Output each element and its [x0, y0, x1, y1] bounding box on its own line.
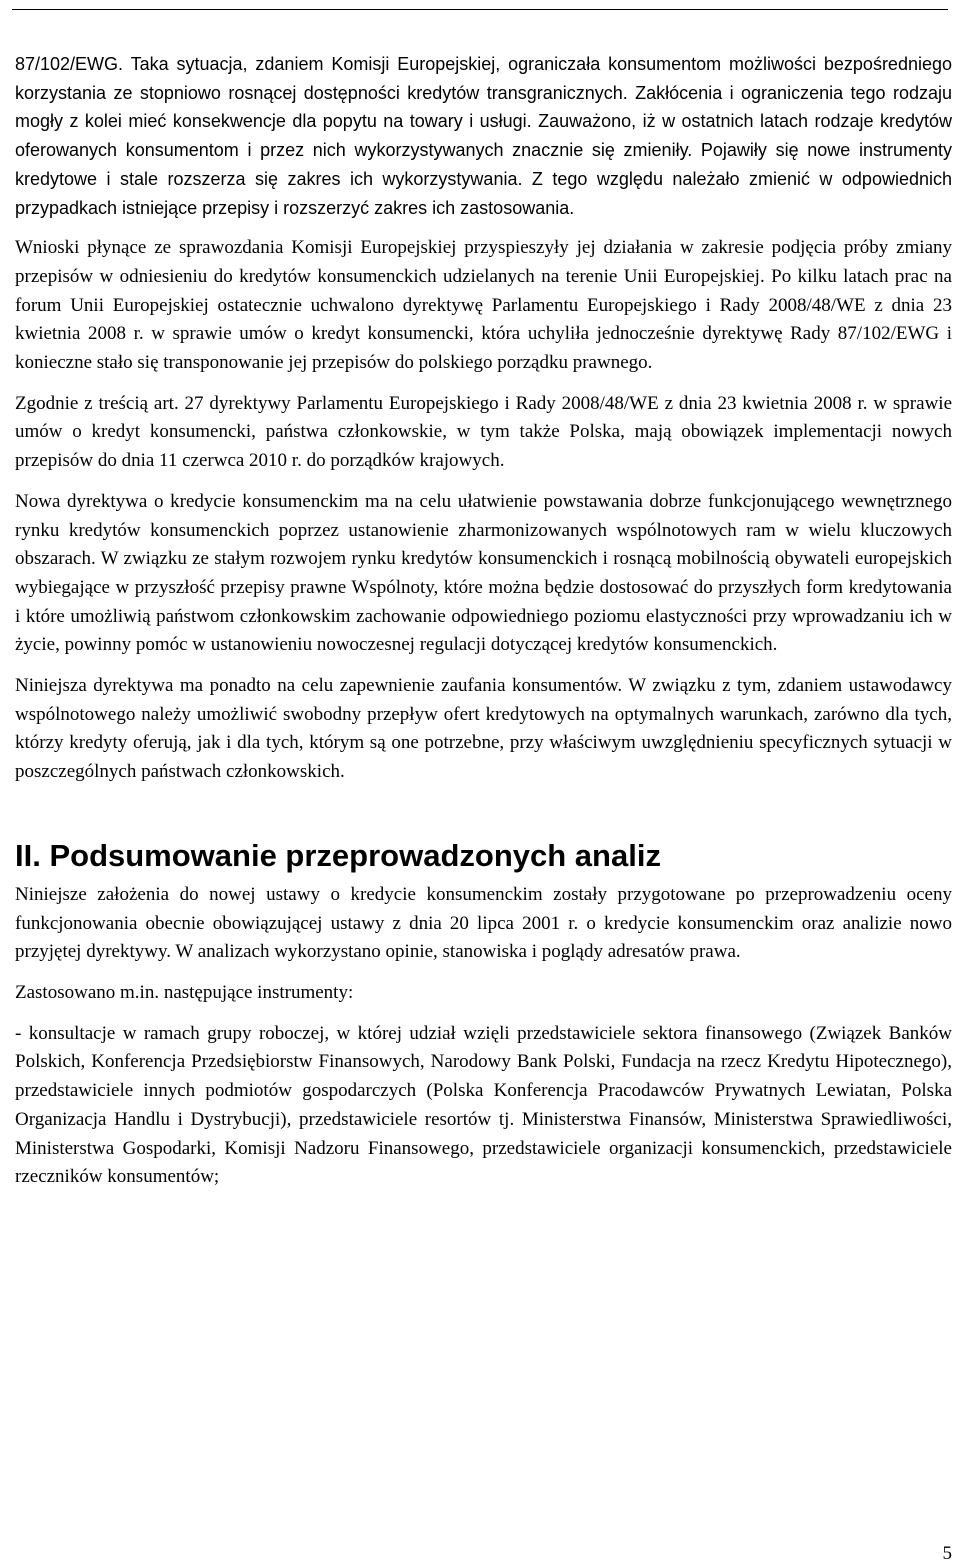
page-number: 5 — [942, 1543, 952, 1564]
paragraph-directive-adoption: Wnioski płynące ze sprawozdania Komisji Europejskiej przyspieszyły jej działania w zakresie podjęcia próby zmiany przepisów w odniesieniu do kredytów konsumenckich udzielanych na terenie Unii Europejskiej. Po kilku latach prac na forum Unii Europejskiej ostatecznie uchwalono dyrektywę Parlamentu Europejskiego i Rady 2008/48/WE z dnia 23 kwietnia 2008 r. w sprawie umów o kredyt konsumencki, która uchyliła jednocześnie dyrektywę Rady 87/102/EWG i konieczne stało się transponowanie jej przepisów do polskiego porządku prawnego. — [15, 237, 952, 374]
paragraph-directive-goals: Nowa dyrektywa o kredycie konsumenckim ma na celu ułatwienie powstawania dobrze funkcjonującego wewnętrznego rynku kredytów konsumenckich poprzez ustanowienie zharmonizowanych wspólnotowych ram w wielu kluczowych obszarach. W związku ze stałym rozwojem rynku kredytów konsumenckich i rosnącą mobilnością obywateli europejskich wybiegające w przyszłość przepisy prawne Wspólnoty, które można będzie dostosować do przyszłych form kredytowania i które umożliwią państwom członkowskim zachowanie odpowiedniego poziomu elastyczności przy wprowadzaniu ich w życie, powinny pomóc w ustanowieniu nowoczesnej regulacji dotyczącej kredytów konsumenckich. — [15, 490, 952, 656]
paragraph-consumer-trust: Niniejsza dyrektywa ma ponadto na celu zapewnienie zaufania konsumentów. W związku z tym, zdaniem ustawodawcy wspólnotowego należy umożliwić swobodny przepływ ofert kredytowych na optymalnych warunkach, zarówno dla tych, którzy kredyty oferują, jak i dla tych, którym są one potrzebne, przy właściwym uwzględnieniu specyficznych sytuacji w poszczególnych państwach członkowskich. — [15, 675, 952, 783]
paragraph-implementation-deadline: Zgodnie z treścią art. 27 dyrektywy Parlamentu Europejskiego i Rady 2008/48/WE z dnia 23 kwietnia 2008 r. w sprawie umów o kredyt konsumencki, państwa członkowskie, w tym także Polska, mają obowiązek implementacji nowych przepisów do dnia 11 czerwca 2010 r. do porządków krajowych. — [15, 392, 952, 472]
list-item-consultations: - konsultacje w ramach grupy roboczej, w której udział wzięli przedstawiciele sektora finansowego (Związek Banków Polskich, Konferencja Przedsiębiorstw Finansowych, Narodowy Bank Polski, Fundacja na rzecz Kredytu Hipotecznego), przedstawiciele innych podmiotów gospodarczych (Polska Konferencja Pracodawców Prywatnych Lewiatan, Polska Organizacja Handlu i Dystrybucji), przedstawiciele resortów tj. Ministerstwa Finansów, Ministerstwa Sprawiedliwości, Ministerstwa Gospodarki, Komisji Nadzoru Finansowego, przedstawiciele organizacji konsumenckich, przedstawiciele rzeczników konsumentów; — [15, 1022, 952, 1188]
paragraph-eu-cross-border-credit: 87/102/EWG. Taka sytuacja, zdaniem Komisji Europejskiej, ograniczała konsumentom możliwości bezpośredniego korzystania ze stopniowo rosnącej dostępności kredytów transgranicznych. Zakłócenia i ograniczenia tego rodzaju mogły z kolei mieć konsekwencje dla popytu na towary i usługi. Zauważono, iż w ostatnich latach rodzaje kredytów oferowanych konsumentom i przez nich wykorzystywanych znacznie się zmieniły. Pojawiły się nowe instrumenty kredytowe i stale rozszerza się zakres ich wykorzystywania. Z tego względu należało zmienić w odpowiednich przypadkach istniejące przepisy i rozszerzyć zakres ich zastosowania. — [15, 54, 952, 218]
paragraph-analysis-summary: Niniejsze założenia do nowej ustawy o kredycie konsumenckim zostały przygotowane po przeprowadzeniu oceny funkcjonowania obecnie obowiązującej ustawy z dnia 20 lipca 2001 r. o kredycie konsumenckim oraz analizie nowo przyjętej dyrektywy. W analizach wykorzystano opinie, stanowiska i poglądy adresatów prawa. — [15, 883, 952, 963]
document-body — [15, 50, 952, 1204]
section-heading: II. Podsumowanie przeprowadzonych analiz — [15, 837, 661, 873]
header-rule — [12, 9, 948, 10]
paragraph-instruments-intro: Zastosowano m.in. następujące instrumenty: — [15, 981, 354, 1003]
